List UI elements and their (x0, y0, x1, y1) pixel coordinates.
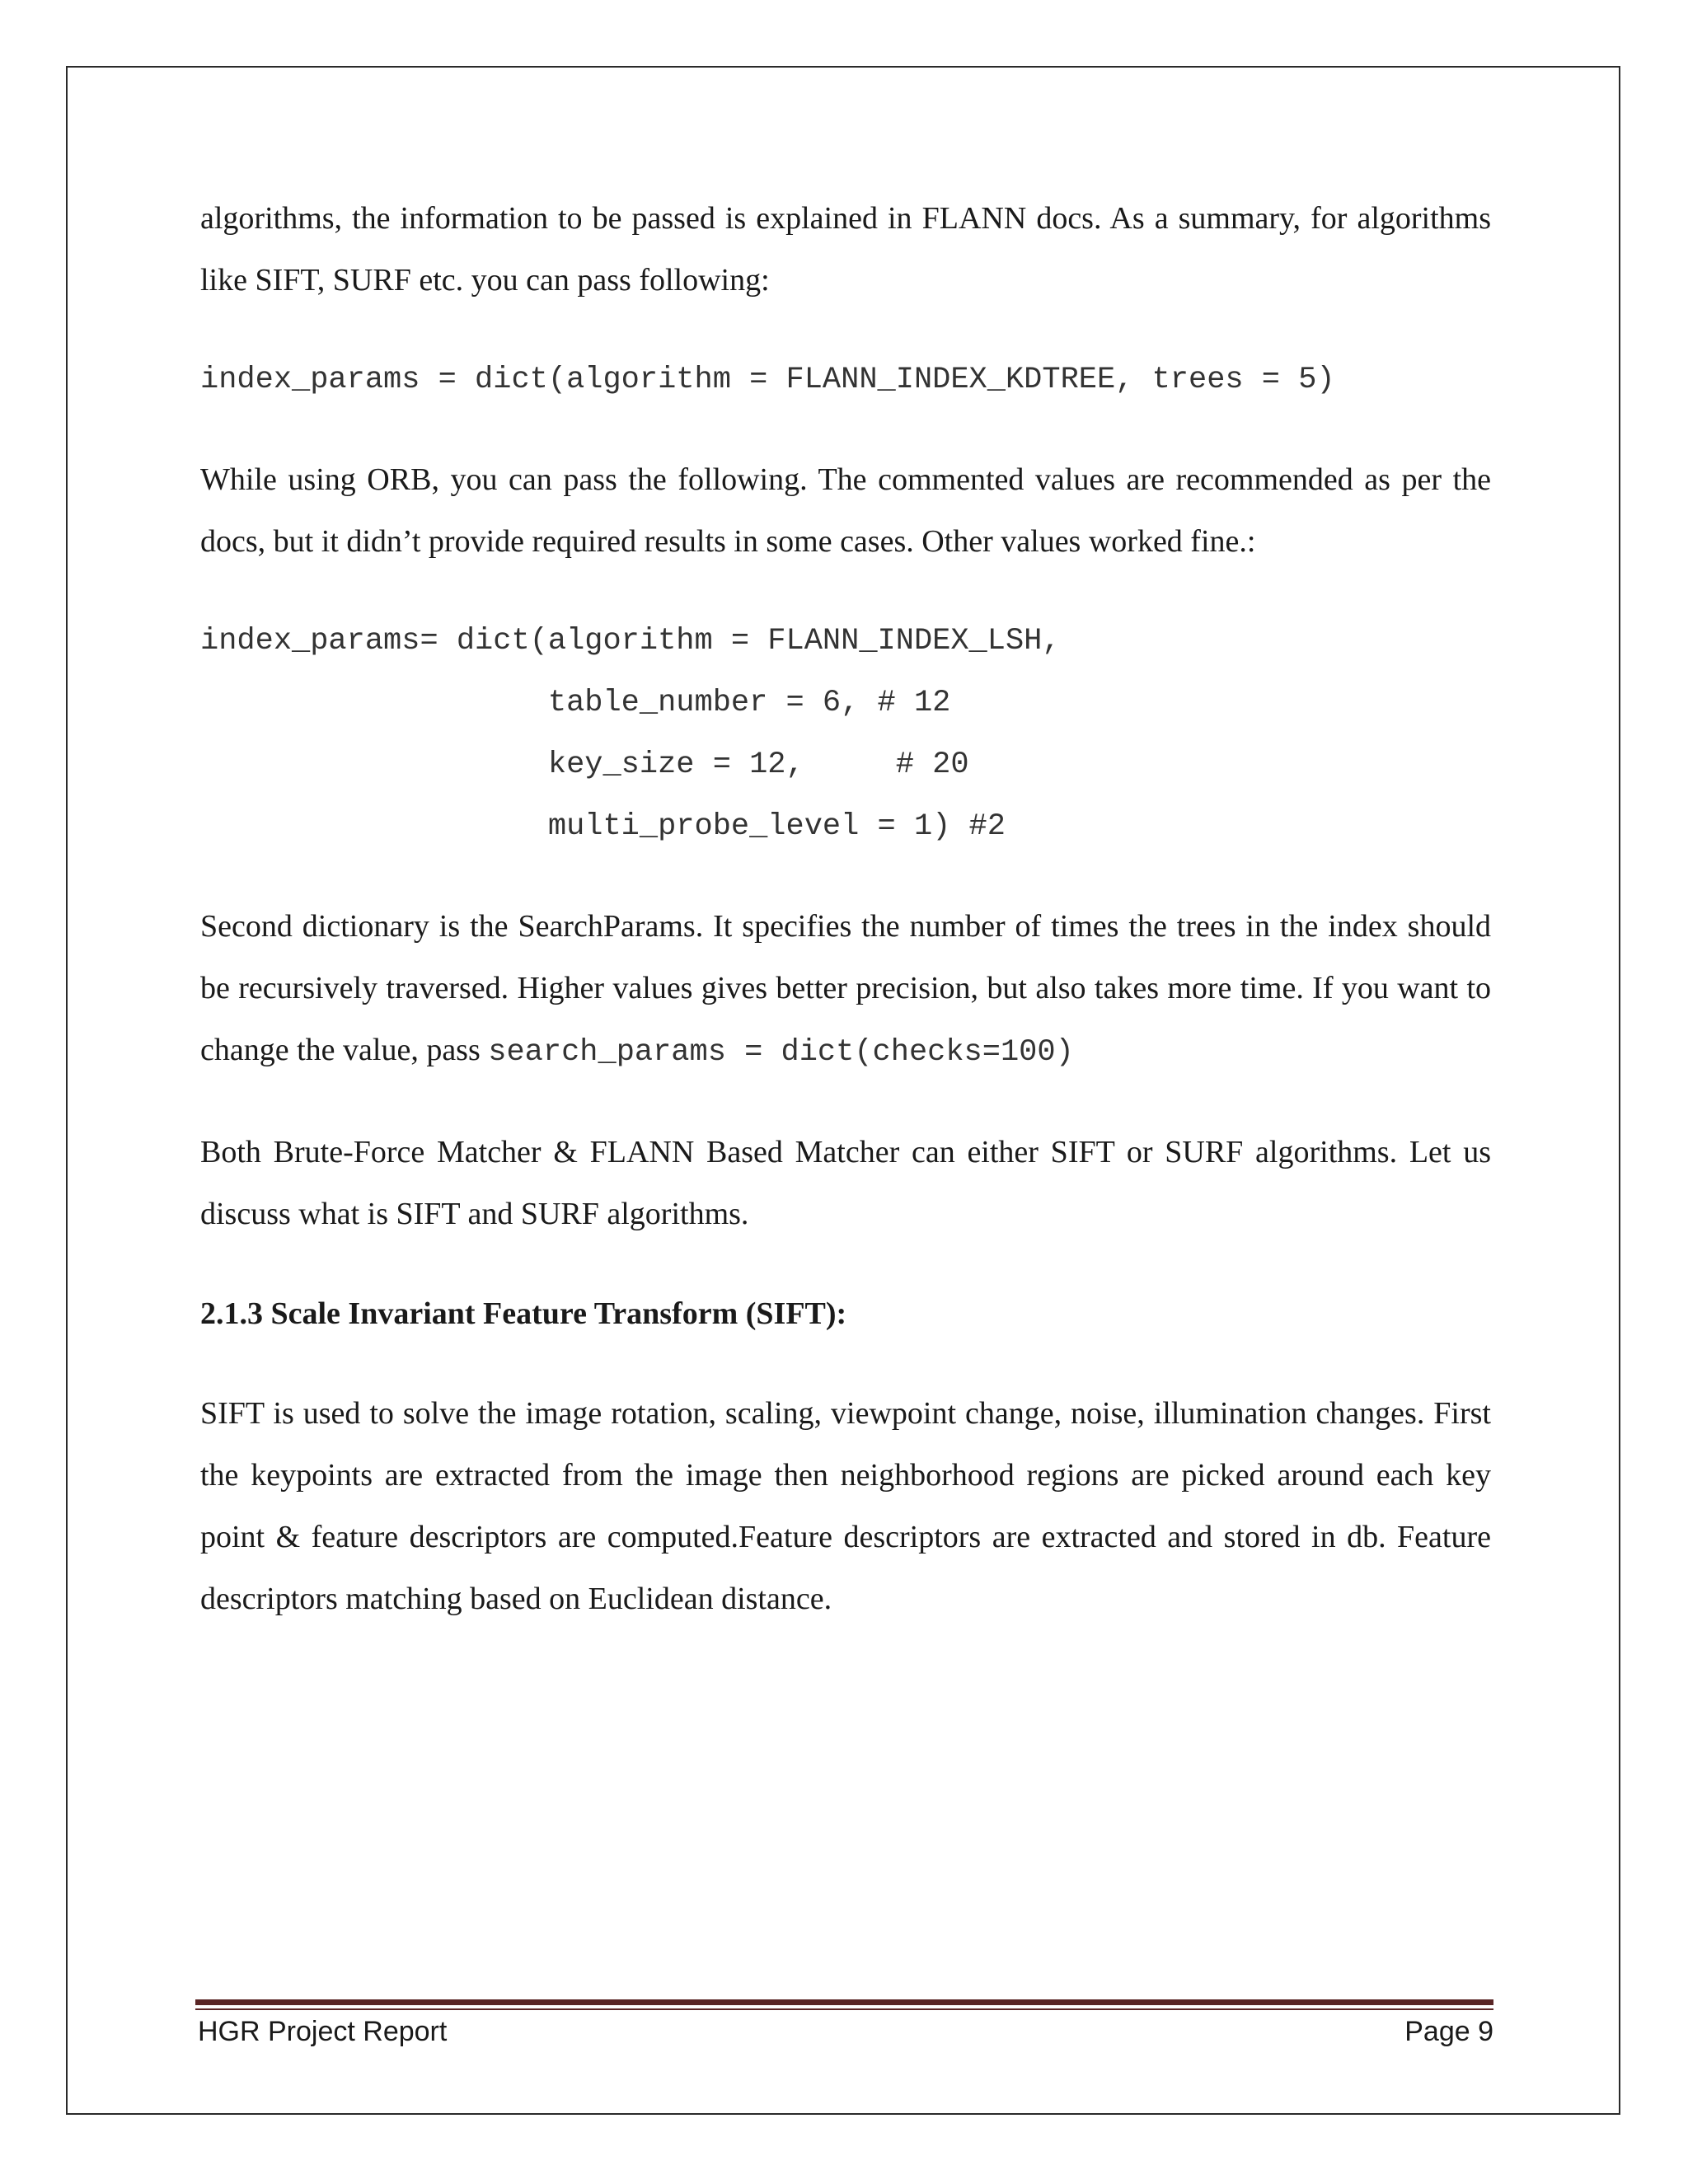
section-heading-sift: 2.1.3 Scale Invariant Feature Transform (SIFT): (200, 1296, 847, 1331)
code-kdtree-params: index_params = dict(algorithm = FLANN_INDEX_KDTREE, trees = 5) (200, 363, 1335, 397)
paragraph-search-params (200, 896, 1491, 1084)
paragraph-matchers: Both Brute-Force Matcher & FLANN Based Matcher can either SIFT or SURF algorithms. Let us discuss what is SIFT and SURF algorithms. (200, 1135, 1491, 1231)
footer-rule-thin (195, 2008, 1493, 2010)
footer-rule-thick (195, 1999, 1493, 2005)
paragraph-orb-params: While using ORB, you can pass the following. The commented values are recommended as per the docs, but it didn’t provide required results in some cases. Other values worked fine.: (200, 462, 1491, 559)
search-params-code: search_params = dict(checks=100) (488, 1035, 1074, 1070)
paragraph-sift-description: SIFT is used to solve the image rotation, scaling, viewpoint change, noise, illumination changes. First the keypoints are extracted from the image then neighborhood regions are picked around each key point & feature descriptors are computed.Feature descriptors are extracted and stored in db. Feature descriptors matching based on Euclidean distance. (200, 1396, 1491, 1616)
code-lsh-line: multi_probe_level = 1) #2 (200, 809, 1006, 844)
page-footer (198, 2016, 1493, 2048)
code-lsh-line: key_size = 12, # 20 (200, 748, 969, 782)
footer-page-number: Page 9 (1404, 2016, 1493, 2047)
code-lsh-block (200, 611, 1491, 858)
page-content (200, 188, 1491, 1630)
search-params-text: Second dictionary is the SearchParams. It specifies the number of times the trees in the index should be recursively traversed. Higher values gives better precision, but also takes more time. If you want to change the value, pass (200, 909, 1491, 1067)
code-lsh-line: table_number = 6, # 12 (200, 686, 951, 720)
code-lsh-line: index_params= dict(algorithm = FLANN_INDEX_LSH, (200, 624, 1061, 658)
paragraph-flann-intro: algorithms, the information to be passed is explained in FLANN docs. As a summary, for algorithms like SIFT, SURF etc. you can pass following: (200, 201, 1491, 298)
footer-report-title: HGR Project Report (198, 2016, 448, 2047)
